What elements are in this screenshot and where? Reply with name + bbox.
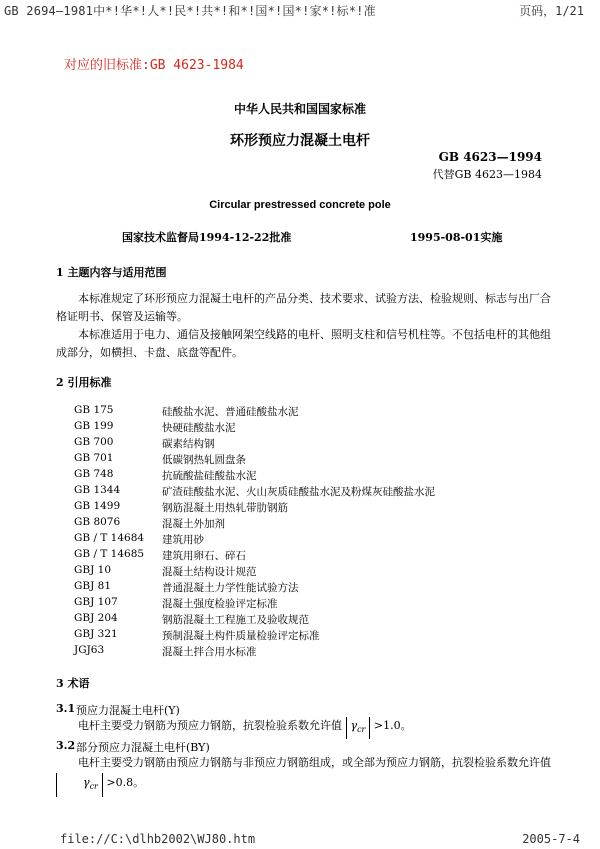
document-title: 环形预应力混凝土电杆 — [230, 133, 370, 149]
replaces-note: 代替GB 4623—1984 — [432, 168, 542, 181]
approval-line: 国家技术监督局1994-12-22批准 — [122, 231, 292, 244]
reference-title: 碳素结构钢 — [162, 438, 215, 450]
section-1-heading: 1 主题内容与适用范围 — [56, 266, 167, 279]
reference-title: 混凝土拌合用水标准 — [162, 646, 257, 658]
term-3-2-text — [56, 753, 554, 797]
reference-code: GBJ 107 — [74, 596, 118, 608]
reference-code: GBJ 10 — [74, 564, 112, 576]
header-title: GB 2694—1981中*!华*!人*!民*!共*!和*!国*!国*!家*!标*!准 — [4, 4, 376, 18]
reference-code: GB / T 14684 — [74, 532, 145, 544]
reference-title: 钢筋混凝土用热轧带肋钢筋 — [162, 502, 288, 514]
reference-title: 低碳钢热轧圆盘条 — [162, 454, 246, 466]
reference-code: GBJ 204 — [74, 612, 118, 624]
standard-category: 中华人民共和国国家标准 — [233, 102, 366, 116]
reference-code: GBJ 81 — [74, 580, 112, 592]
reference-code: GB 1344 — [74, 484, 121, 496]
reference-title: 预制混凝土构件质量检验评定标准 — [162, 630, 320, 642]
reference-title: 混凝土结构设计规范 — [162, 566, 257, 578]
reference-code: GB / T 14685 — [74, 548, 145, 560]
term-3-2-number: 3.2 — [56, 739, 76, 752]
file-path: file://C:\dlhb2002\WJ80.htm — [60, 832, 256, 846]
section-2-heading: 2 引用标准 — [56, 376, 112, 389]
page-number: 页码，1/21 — [519, 4, 584, 18]
term-3-2-text-b: >0.8。 — [106, 776, 145, 789]
term-3-1-number: 3.1 — [56, 702, 76, 715]
print-date: 2005-7-4 — [522, 832, 580, 846]
reference-code: GB 1499 — [74, 500, 121, 512]
reference-title: 矿渣硅酸盐水泥、火山灰质硅酸盐水泥及粉煤灰硅酸盐水泥 — [162, 486, 435, 498]
reference-title: 硅酸盐水泥、普通硅酸盐水泥 — [162, 406, 299, 418]
section-1-paragraph-2: 本标准适用于电力、通信及接触网架空线路的电杆、照明支柱和信号机柱等。不包括电杆的其他组成部分，如横担、卡盘、底盘等配件。 — [56, 328, 551, 359]
term-3-2-title: 部分预应力混凝土电杆(BY) — [76, 741, 210, 754]
reference-code: GB 701 — [74, 452, 114, 464]
section-1-paragraph-1: 本标准规定了环形预应力混凝土电杆的产品分类、技术要求、试验方法、检验规则、标志与出厂合格证明书、保管及运输等。 — [56, 292, 551, 323]
term-3-2-text-a: 电杆主要受力钢筋由预应力钢筋与非预应力钢筋组成，或全部为预应力钢筋，抗裂检验系数允许值 — [78, 756, 551, 769]
reference-title: 混凝土强度检验评定标准 — [162, 598, 278, 610]
reference-code: GBJ 321 — [74, 628, 118, 640]
reference-title: 普通混凝土力学性能试验方法 — [162, 582, 299, 594]
reference-title: 建筑用砂 — [162, 534, 204, 546]
section-3-heading: 3 术语 — [56, 677, 90, 690]
implementation-date: 1995-08-01实施 — [410, 231, 503, 244]
reference-title: 钢筋混凝土工程施工及验收规范 — [162, 614, 309, 626]
reference-code: JGJ63 — [74, 644, 105, 656]
english-title: Circular prestressed concrete pole — [209, 199, 391, 211]
reference-code: GB 8076 — [74, 516, 121, 528]
standard-code: GB 4623—1994 — [438, 150, 542, 164]
reference-code: GB 748 — [74, 468, 114, 480]
page-header — [0, 0, 600, 18]
reference-title: 快硬硅酸盐水泥 — [162, 422, 236, 434]
term-3-1-title: 预应力混凝土电杆(Y) — [76, 704, 180, 717]
reference-code: GB 175 — [74, 404, 114, 416]
reference-title: 混凝土外加剂 — [162, 518, 225, 530]
gamma-cr-symbol: $\gamma_{cr}$ — [56, 773, 103, 797]
reference-code: GB 199 — [74, 420, 114, 432]
old-standard-note: 对应的旧标准:GB 4623-1984 — [64, 58, 244, 73]
gamma-cr-symbol: $\gamma_{cr}$ — [346, 717, 371, 739]
reference-code: GB 700 — [74, 436, 114, 448]
section-1-body — [56, 290, 552, 362]
reference-title: 抗硫酸盐硅酸盐水泥 — [162, 470, 257, 482]
term-3-1-text-a: 电杆主要受力钢筋为预应力钢筋，抗裂检验系数允许值 — [78, 719, 342, 732]
reference-title: 建筑用卵石、碎石 — [162, 550, 246, 562]
term-3-1-text-b: >1.0。 — [373, 719, 412, 732]
term-3-1-text — [78, 717, 554, 739]
